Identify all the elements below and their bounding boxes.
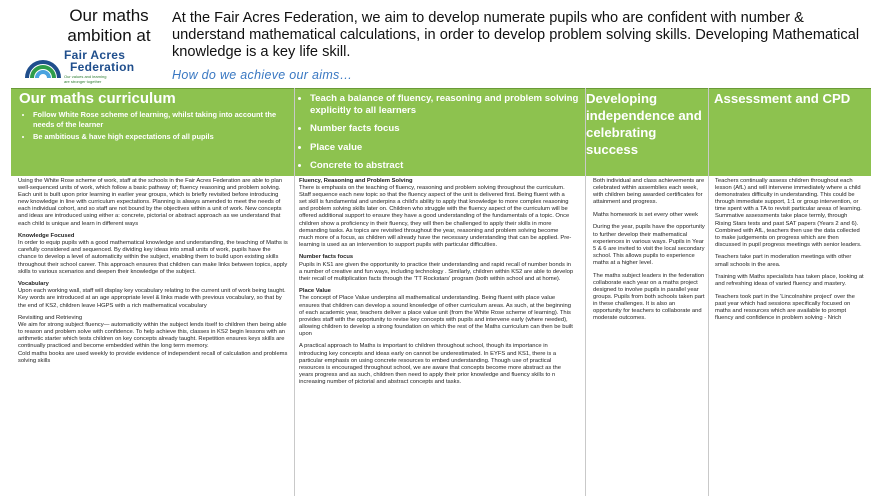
bullet-item: • Place value (310, 142, 583, 154)
column-divider (294, 88, 295, 496)
bullet-item: • Be ambitious & have high expectations of all pupils (33, 132, 289, 142)
paragraph: During the year, pupils have the opportunity to further develop their mathematical experiences in various ways. Pupils in Year 5 & 6 are invited to visit the local secondary school. This allows pupils to experience maths at a higher level. (593, 224, 705, 266)
paragraph: Revisiting and Retrieving We aim for strong subject fluency— automaticity within the subject lends itself to children then being able to reason and problem solve with confidence. To help achieve this, classes in KS2 begin lessons with an arithmetic starter which tests children on key concepts already taught. Repetition ensures keys skills are continually practiced and become embedded within the long term memory. Cold maths books are used weekly to provide evidence of independent recall of calculation and problems solving skills (18, 315, 288, 364)
independence-title: Developing independence and celebrating success (586, 91, 702, 157)
curriculum-bullets (19, 110, 289, 142)
bullet-item: • Number facts focus (310, 123, 583, 135)
independence-body (593, 178, 705, 328)
federation-logo (24, 48, 154, 84)
subheading: Fluency, Reasoning and Problem Solving (299, 178, 413, 184)
paragraph: Teachers took part in the 'Lincolnshire project' over the past year which had sessions specifically focused on maths and resources which are available to prompt fluency and confidence in problem solving - Nrich (715, 293, 855, 322)
paragraph: Using the White Rose scheme of work, staff at the schools in the Fair Acres Federation are able to plan well-sequenced units of work, which follow a basic pathway of; fluency reasoning and problem solving. Each unit is built upon prior learning in earlier year groups, which is briefly revisited before introducing new knowledge in line with curriculum expectations. Planning is always amended to meet the needs of each individual cohort, and so staff are not bound by the objectives within a unit of work. New concepts and ideas are introduced using either a: concrete, pictorial or abstract approach as we understand that each child is unique and learn in different ways (18, 178, 283, 227)
paragraph: There is emphasis on the teaching of fluency, reasoning and problem solving throughout the curriculum. Staff sequence each new topic so that the fluency aspect of the unit is delivered first. Being fluent with a set skill is fundamental and underpins a child's ability to apply that knowledge to more complex reasoning and problem solving skills later on. Children who struggle with the fluency aspect of the curriculum will be offered additional support to ensure they have a good understanding of the fundamentals of a topic. Once children show a proficiency in their fluency, they will then be challenged to apply their skills in more demanding tasks. As topics are revisited throughout the year, reasoning and problem solving become much more of a focus, as children will already have the necessary understanding that can be applied. Pre-learning is used as an intervention to support pupils with particular difficulties. (299, 185, 572, 248)
curriculum-title: Our maths curriculum (19, 90, 176, 107)
paragraph: Pupils in KS1 are given the opportunity to practice their understanding and rapid recall of number bonds in a number of creative and fun ways, including technology . Similarly, children within KS2 are able to develop their recall of multiplication facts through the 'TT Rockstars' program (both within school and at home). (299, 261, 574, 282)
logo-name-line-1: Fair Acres (64, 48, 126, 62)
column-divider (708, 88, 709, 496)
teaching-bullets (298, 93, 583, 172)
ambition-line-1: Our maths (69, 6, 149, 25)
paragraph: Both individual and class achievements are celebrated within assemblies each week, with children being awarded certificates for attainment and progress. (593, 178, 705, 206)
paragraph: Upon each working wall, staff will display key vocabulary relating to the current unit of work being taught. Key words are introduced at an age appropriate level & links made with previous vocabulary, so that by the end of KS2, children leave HGPS with a rich mathematical vocabulary (18, 288, 286, 309)
assessment-title: Assessment and CPD (714, 91, 851, 106)
paragraph: The concept of Place Value underpins all mathematical understanding. Being fluent with place value ensures that children can develop a sound knowledge of other curriculum areas. As such, at the beginning of each academic year, teachers deliver a place value unit (from the White Rose scheme of learning). This provides staff with the opportunity to revise key concepts with pupils and intervene early (where needed), allowing children to develop a strong foundation on which the rest of the Maths curriculum can then be built upon (299, 295, 573, 337)
curriculum-header (19, 90, 289, 145)
bullet-item: • Follow White Rose scheme of learning, whilst taking into account the needs of the learner (33, 110, 289, 129)
curriculum-body (18, 178, 288, 370)
paragraph: Training with Maths specialists has taken place, looking at and refreshing ideas of varied fluency and mastery. (715, 274, 864, 288)
teaching-header (298, 93, 583, 179)
logo-tagline-1: Our values and learning (64, 74, 107, 79)
subheading: Place Value (299, 288, 331, 295)
subheading: Number facts focus (299, 254, 354, 261)
paragraph: A practical approach to Maths is important to children throughout school, though its importance in introducing key concepts and ideas early on cannot be underestimated. In EYFS and KS1, there is a particular emphasis on using concrete resources to embed understanding. Though use of practical resources is encouraged throughout school, we are aware that concepts become more abstract as the years progress and as such, children then need to apply their prior knowledge and fluency skills to n increasing number of pictorial and abstract concepts and tasks. (299, 343, 561, 385)
teaching-body (299, 178, 574, 392)
subheading: Vocabulary (18, 281, 49, 288)
bullet-item: • Teach a balance of fluency, reasoning and problem solving explicitly to all learners (310, 93, 583, 116)
logo-tagline (64, 74, 106, 84)
ambition-heading (34, 6, 184, 46)
page-header (0, 0, 881, 88)
paragraph: In order to equip pupils with a good mathematical knowledge and understanding, the teaching of Maths is carefully considered and sequenced. By dividing key ideas into small units of work, pupils have the chance to develop a level of automaticity within the subject, enabling them to build upon existing skills throughout their school career. This approach ensures that children can make links between topics, apply skills to various scenarios and deepen their knowledge of the subject. (18, 240, 288, 275)
assessment-body (715, 178, 865, 328)
logo-tagline-2: are stronger together (64, 79, 102, 84)
ambition-line-2: ambition at (67, 26, 151, 45)
intro-statement: At the Fair Acres Federation, we aim to develop numerate pupils who are confident with number & understand mathematical calculations, in order to develop problem solving skills. Developing Mathematical knowledge is a key life skill. (172, 10, 860, 60)
rainbow-logo-icon (24, 48, 62, 82)
logo-name-line-2: Federation (70, 60, 135, 74)
paragraph: The maths subject leaders in the federation collaborate each year on a maths project designed to involve pupils in parallel year groups. Pupils from both schools taken part in these challenges. It is also an opportunity for teachers to collaborate and moderate outcomes. (593, 272, 705, 322)
paragraph: Maths homework is set every other week (593, 211, 699, 218)
bullet-item: • Concrete to abstract (310, 160, 583, 172)
how-subheading: How do we achieve our aims… (172, 68, 353, 82)
subheading: Knowledge Focused (18, 233, 75, 240)
paragraph: Teachers take part in moderation meetings with other small schools in the area. (715, 254, 852, 268)
paragraph: Teachers continually assess children throughout each lesson (AfL) and will intervene immediately where a child demonstrates difficulty in understanding. This could be through immediate support, 1:1 or group intervention, or time spent with a TA to revisit particular areas of learning. Summative assessments take place termly, through Rising Stars tests and past SAT papers (Years 2 and 6). Combined with AfL, teachers then use the data collected to make judgements on progress which are then discussed in pupil progress meetings with senior leaders. (715, 178, 862, 248)
